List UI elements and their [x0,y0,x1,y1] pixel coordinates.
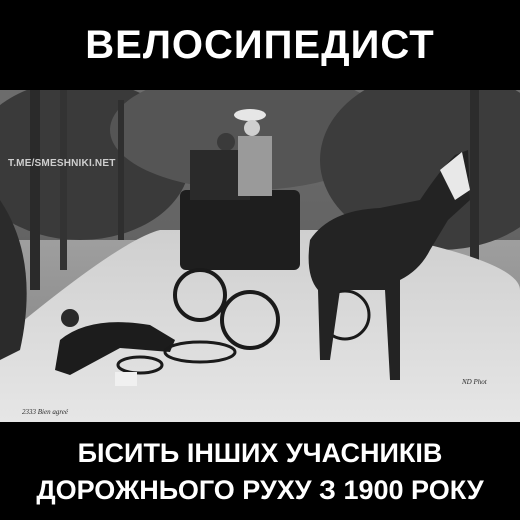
bottom-caption-line-1: БІСИТЬ ІНШИХ УЧАСНИКІВ [77,438,443,468]
watermark: T.ME/SMESHNIKI.NET [8,158,116,169]
top-caption: ВЕЛОСИПЕДИСТ [85,22,435,67]
vintage-photo [0,90,520,422]
bottom-caption [0,424,520,520]
plate-caption: 2333 Bien agreé [22,408,69,416]
studio-mark: ND Phot [462,378,487,386]
bottom-caption-line-2: ДОРОЖНЬОГО РУХУ З 1900 РОКУ [36,475,484,505]
